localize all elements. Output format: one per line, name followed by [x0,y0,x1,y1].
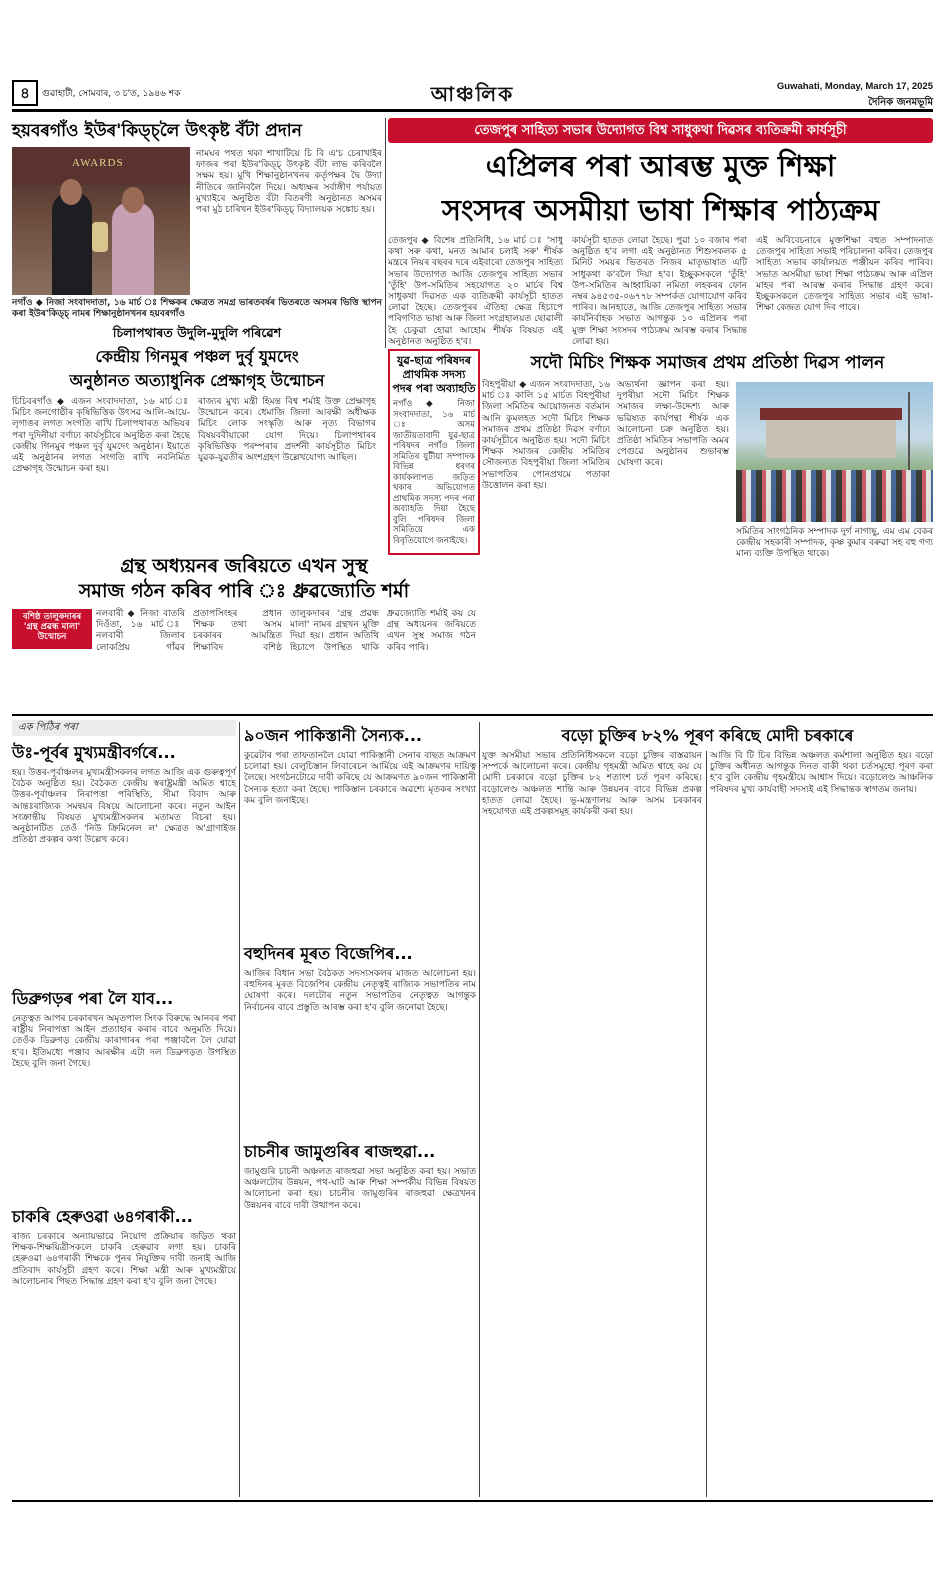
banner-col3: এই অবিবেচনাৰে মুক্তশিক্ষা বহুত সম্পাদনাত তেজপুৰ সাহিত্য সভাই পৰিচালনা কৰিব। তেজপুৰ সাহিত্য সভাৰ কাৰ্যালয়ত পঞ্জীয়ন কৰিব পাৰিব। সভাত অসমীয়া ভাষা শিক্ষা পাঠ্যক্ৰম আৰু এপ্ৰিল মাহৰ পৰা আৰম্ভ কৰাৰ সিদ্ধান্ত গ্ৰহণ কৰে। ইচ্ছুকসকলে তেজপুৰ সাহিত্য সভাৰ এই ভাষা-শিক্ষা কেন্দ্ৰত যোগ দিব পাৰে। [756,236,933,314]
award-person-man [52,192,92,295]
photo-crowd [736,470,933,522]
col-divider-1 [239,722,240,1497]
cont-s7-col2: আজি বি টি চিৰ বিভিন্ন অঞ্চলত কৰ্মশালা অনুষ্ঠিত হয়। বড়ো চুক্তিৰ অধীনত আগন্তুক দিনত বাকী থকা চৰ্তসমূহো পূৰণ কৰা হ'ব বুলি কেন্দ্ৰীয় গৃহমন্ত্ৰীয়ে আশ্বাস দিয়ে। বড়োলেণ্ড আঞ্চলিক পৰিষদৰ মুখ্য কাৰ্যবাহী সদস্যই এই সিদ্ধান্তক স্বাগতম জনায়। [710,751,933,795]
mid-rule [12,714,933,716]
cont-s3-head: চাকৰি হেৰুওৱা ৬৪গৰাকী... [12,1207,193,1226]
cont-s6-head: চাচনীৰ জামুগুৰিৰ ৰাজহুৱা... [244,1142,436,1161]
cont-s7-head: বড়ো চুক্তিৰ ৮২% পূৰণ কৰিছে মোদী চৰকাৰে [561,726,854,745]
cont-s2-head: ডিব্ৰুগড়ৰ পৰা লৈ যাব... [12,989,174,1008]
cont-s2-body: নেতৃত্বত আপৰ চৰকাৰখন অমৃতপাল সিংক বিৰুদ্ধে আনবৰ পৰা ৰাষ্ট্ৰীয় নিৰাপত্তা আইন প্ৰত্যাহাৰ কৰাৰ বাবে অনুমতি দিয়ে। তেওঁক ডিব্ৰুগড় কেন্দ্ৰীয় কাৰাগাৰৰ পৰা পঞ্জাবলৈ লৈ যোৱা হ'ব। ইতিমধ্যে পঞ্জাব আৰক্ষীৰ এটা দল ডিব্ৰুগড়ত উপস্থিত হৈছে বুলি জনা গৈছে। [12,1014,236,1069]
cont-s7-col1: যুক্ত অসমীয়া সভাৰ প্ৰতিনিধিসকলে বড়ো চুক্তিৰ বাস্তৱায়ন সম্পৰ্কে আলোচনা কৰে। কেন্দ্ৰীয় গৃহমন্ত্ৰী অমিত শ্বাহে কয় যে মোদী চৰকাৰে বড়ো চুক্তিৰ ৮২ শতাংশ চৰ্ত পূৰণ কৰিছে। বড়োলেণ্ড অঞ্চলত শান্তি আৰু উন্নয়নৰ বাবে বিভিন্ন প্ৰকল্প হাতত লোৱা হৈছে। ভূ-মন্ত্ৰণালয় আৰু অসম চৰকাৰৰ সহযোগত এই প্ৰকল্পসমূহ কাৰ্যকৰী কৰা হয়। [482,751,702,818]
award-person-woman-head [122,187,144,213]
photo-building [766,418,896,458]
award-photo [12,147,190,295]
masthead [12,80,933,114]
paper-name: দৈনিক জনমভূমি [868,97,933,108]
award-subhead: চিলাপথাৰত উদুলি-মুদুলি পৰিৱেশ [112,325,282,340]
youth-box-title: যুৱ-ছাত্ৰ পৰিষদৰ প্ৰাথমিক সদস্য পদৰ পৰা অব্যাহতি [392,354,476,395]
award-person-woman [112,202,154,295]
award-trophy [92,222,108,252]
dhruba-body: নলবাৰী ◆ নিজা বাতৰি দিওঁতা, ১৬ মাৰ্চ ঃ নলবাৰী জিলাৰ লোকপ্ৰিয় গাঁৱৰ প্ৰতাপসিংহৰ প্ৰধান শিক্ষক তথা অসম চৰকাৰৰ আমন্ত্ৰিত শিক্ষাবিদ বশিষ্ঠ তালুকদাৰৰ 'গ্ৰন্থ প্ৰৱন্ধ মালা' নামৰ গ্ৰন্থখন মুক্তি দিয়া হয়। প্ৰধান অতিথি হিচাপে উপস্থিত থাকি ধ্ৰুৱজ্যোতি শৰ্মাই কয় যে গ্ৰন্থ অধ্যয়নৰ জৰিয়তে এখন সুস্থ সমাজ গঠন কৰিব পাৰি। [96,609,476,653]
cont-s4-head: ৯০জন পাকিস্তানী সৈন্যক... [244,726,422,745]
bishnupur-col1: বিহপুৰীয়া ◆ এজন সংবাদদাতা, ১৬ মাৰ্চ ঃ কালি ১৫ মাৰ্চত বিহপুৰীয়া জিলা সমিতিৰ আয়োজনত বৰ্তমান আনি কুমলহত সদৌ মিচিং শিক্ষক সমাজৰ প্ৰথম প্ৰতিষ্ঠা দিৱস বৰ্ণাঢ্য কাৰ্যসূচীৰে অনুষ্ঠিত হয়। সদৌ মিচিং শিক্ষক সমাজৰ কেন্দ্ৰীয় সমিতিৰ সৌজন্যত বিহপুৰীয়া জিলা সমিতিৰ সভাপতিৰ পোনপ্ৰথমে পতাকা উত্তোলন কৰা হয়। [482,380,610,491]
cont-s3-body: ৰাজ্য চৰকাৰে অন্যায়ভাৱে নিয়োগ প্ৰক্ৰিয়াৰ জড়িত থকা শিক্ষক-শিক্ষয়িত্ৰীসকলে চাকৰি হেৰুৱাব লগা হয়। চাকৰি হেৰুওৱা ৬৪গৰাকী শিক্ষকে পুনৰ নিযুক্তিৰ দাবী জনাই আজি প্ৰতিবাদ কাৰ্যসূচী গ্ৰহণ কৰে। শিক্ষা মন্ত্ৰী আৰু মুখ্যমন্ত্ৰীয়ে আলোচনাৰ পিছত সিদ্ধান্ত গ্ৰহণ কৰা হ'ব বুলি জনা গৈছে। [12,1232,236,1287]
masthead-date-right: Guwahati, Monday, March 17, 2025 [776,81,933,92]
page-number: ৪ [12,80,38,106]
col-divider-3 [706,751,707,1497]
dhruba-boxlabel-text: বশিষ্ঠ তালুকদাৰৰ 'গ্ৰন্থ প্ৰৱন্ধ মালা' উন্মোচন [22,612,82,642]
bishnupur-col2: অভ্যৰ্থনা জ্ঞাপন কৰা হয়। দুপৰীয়া সদৌ মিচিং শিক্ষক সমাজৰ লক্ষ্য-উদ্দেশ্য আৰু ভৱিষ্যত কাৰ্যপন্থা শীৰ্ষক এক আলোচনা চক্ৰ অনুষ্ঠিত হয়। প্ৰতিষ্ঠা সমিতিৰ সভাপতি অমৰ পেগুৱে অনুষ্ঠানৰ শুভাৰম্ভ ঘোষণা কৰে। [617,380,729,469]
masthead-rule [12,109,933,112]
cont-s5-head: বহুদিনৰ মূৰত বিজেপিৰ... [244,944,413,963]
photo-flagpole [908,392,910,472]
cont-s1-head: উঃ-পূৰ্বৰ মুখ্যমন্ত্ৰীবৰ্গৰে... [12,743,176,762]
banner-headline-1: এপ্ৰিলৰ পৰা আৰম্ভ মুক্ত শিক্ষা [485,149,836,183]
continued-label: এক পিঠিৰ পৰা [18,722,78,733]
banner-kicker [388,118,933,143]
col-divider-top [385,118,386,348]
cont-s5-body: আজিৰ বিধান সভা বৈঠকত সদস্যসকলৰ মাজত আলোচনা হয়। বহুদিনৰ মূৰত বিজেপিৰ কেন্দ্ৰীয় নেতৃত্বই ৰাজ্যিক সভাপতিৰ নাম ঘোষণা কৰে। দলটোৰ নতুন সভাপতিৰ নেতৃত্বত আগন্তুক নিৰ্বাচনৰ বাবে প্ৰস্তুতি আৰম্ভ কৰা হ'ব বুলি জনোৱা হৈছে। [244,969,476,1013]
dhruba-headline-2: সমাজ গঠন কৰিব পাৰি ঃ ধ্ৰুৱজ্যোতি শৰ্মা [78,580,410,602]
ghinamur-headline-2: অনুষ্ঠানত অত্যাধুনিক প্ৰেক্ষাগৃহ উন্মোচন [69,371,325,390]
award-caption: নগাঁও ◆ নিজা সংবাদদাতা, ১৬ মাৰ্চ ঃ শিক্ষকৰ ক্ষেত্ৰত সমগ্ৰ ভাৰতবৰ্ষৰ ভিতৰতে অসমৰ ভিত্তি স্থাপন কৰা ইউৰ'কিড্‌চ্‌ নামৰ শিক্ষানুষ্ঠানখনৰ হয়বৰগাঁও [12,298,382,320]
ghinamur-col1: চিচিবৰগাঁও ◆ এজন সংবাদদাতা, ১৬ মাৰ্চ ঃ মিচিং জনগোষ্ঠীৰ কৃষিভিত্তিক উৎসৱ আলি-আয়ে-লৃগাঙৰ লগত সংগতি ৰাখি চিলাপথাৰত অভিযৰ পৰা দুদিনীয়া বৰ্ণাঢ্য কাৰ্যসূচীৰে অনুষ্ঠিত কৰা হৈছে কেন্দ্ৰীয় গিনমুৰ পঞ্চল দুৰ্বৃ যুমদেং অনুষ্ঠান। ইয়াতে এই অনুষ্ঠানৰ লগত সংগতি ৰাখি নবনিৰ্মিত প্ৰেক্ষাগৃহ উন্মোচন কৰা হয়। [12,397,190,475]
bishnupur-headline: সদৌ মিচিং শিক্ষক সমাজৰ প্ৰথম প্ৰতিষ্ঠা দিৱস পালন [530,353,885,373]
youth-box-body: নগাঁও ◆ নিজা সংবাদদাতা, ১৬ মাৰ্চ ঃ অসম জাতীয়তাবাদী যুৱ-ছাত্ৰ পৰিষদৰ নগাঁও জিলা সমিতিৰ যুটীয়া সম্পাদক বিভিন্ন ধৰণৰ কাৰ্যকলাপত জড়িত থকাৰ অভিযোগত প্ৰাথমিক সদস্য পদৰ পৰা অব্যাহতি দিয়া হৈছে বুলি পৰিষদৰ জিলা সমিতিয়ে এক বিবৃতিযোগে জনাইছে। [393,399,475,546]
continued-label-bar [12,720,236,736]
youth-box [388,349,480,555]
dhruba-boxlabel [12,609,92,649]
bishnupur-photo [736,382,933,522]
bottom-rule [12,1500,933,1502]
dhruba-headline-1: গ্ৰন্থ অধ্যয়নৰ জৰিয়তে এখন সুস্থ [120,555,368,577]
banner-col2: কাৰ্যসূচী হাতত লোৱা হৈছে। পুৱা ১০ বজাৰ পৰা অনুষ্ঠিত হ'ব লগা এই অনুষ্ঠানত শিশুসকলক ৫ মিনিট সময়ৰ ভিতৰত নিজৰ মাতৃভাষাত এটি সাধুকথা ক'বলৈ দিয়া হ'ব। ইচ্ছুকসকলে 'তুঁহি' উপ-সমিতিৰ আহ্বায়িকা নমিতা লহকৰৰ ফোন নম্বৰ ৯৪৫৩৫-০৬৭৭৮ সম্পৰ্কত যোগাযোগ কৰিব পাৰিব। আনহাতে, আজি তেজপুৰ সাহিত্য সভাৰ কাৰ্যনিৰ্বাহক সভাত আগন্তুক ১০ এপ্ৰিলৰ পৰা মুক্ত শিক্ষা সংসদৰ পাঠ্যক্ৰম আৰম্ভ কৰাৰ সিদ্ধান্ত লোৱা হয়। [572,236,747,347]
banner-col1: তেজপুৰ ◆ বিশেষ প্ৰতিনিধি, ১৬ মাৰ্চ ঃ 'সাধু কথা সৰু কথা, মনত আমাৰ চলাই সৰু' শীৰ্ষক মন্ত্ৰৰে নিয়ৰ বছৰৰ দৰে এইবাৰো তেজপুৰ সাহিত্য সভাৰ উদ্যোগত আজি তেজপুৰ সাহিত্য সভাৰ 'তুঁহি' উপ-সমিতিৰ সহযোগত ২০ মাৰ্চৰ বিশ্ব সাধুকথা দিৱসত এক ব্যতিক্ৰমী কাৰ্যসূচী হাতত লোৱা হৈছে। তেজপুৰৰ ঐতিহ্য ক্ষেত্ৰ হিচাপে পৰিগণিত ভাষা আৰু জিলা সংগ্ৰহালয়ত ছোৱালী হৈ চেকুৱা হোৱা আহোম শীৰ্ষক বিষয়ত এই অনুষ্ঠানত অনুষ্ঠিত হ'ব। [388,236,563,347]
award-photo-label: AWARDS [72,157,124,169]
banner-headline-2: সংসদৰ অসমীয়া ভাষা শিক্ষাৰ পাঠ্যক্ৰম [441,193,880,227]
cont-s4-body: কুৱেটাৰ পৰা তাফতানলৈ যোৱা পাকিস্তানী সেনাৰ বাছত আক্ৰমণ চলোৱা হয়। বেলুচিস্তান লিবাৰেচন আৰ্মিয়ে এই আক্ৰমণৰ দায়িত্ব লৈছে। সংগঠনটোৱে দাবী কৰিছে যে আক্ৰমণত ৯০জন পাকিস্তানী সৈন্যক হত্যা কৰা হৈছে। পাকিস্তান চৰকাৰে অৱশ্যে মৃতকৰ সংখ্যা কম বুলি জনাইছে। [244,751,476,806]
award-body: নামঘৰ পথত থকা শাখাটিয়ে চি বি এ'চ চেৰাখাইৰ ফাজৰ পৰা ইউৰ'কিড্‌চ্‌ উৎকৃষ্ট বঁটা লাভ কৰিবলৈ সক্ষম হয়। মুখি শিক্ষানুষ্ঠানখনৰ কৰ্তৃপক্ষৰ দ্বৈ উদ্যা নীতিৰে জানিবলৈ দিয়ে। অধ্যক্ষৰ সৰ্বাঙ্গীণ পৰ্যায়ত মুখ্যাইৰে অনুষ্ঠিত বঁটা বিতৰণী অনুষ্ঠানত অসমৰ পৰা মুঠ চাৰিখন ইউৰ'কিড্‌চ্‌ বিদ্যালয়ক সঙ্কোচ হয়। [196,149,382,216]
bishnupur-col3: সমিতিৰ সাংগঠনিক সম্পাদক দুৰ্গ নাগাছু, এম এম বেকৰ কেন্দ্ৰীয় সহকাৰী সম্পাদক, কৃষ্ণ কুমাৰ বৰুৱা সহ বহু গণ্য মান্য ব্যক্তি উপস্থিত থাকে। [736,527,933,560]
ghinamur-headline-1: কেন্দ্ৰীয় গিনমুৰ পঞ্চল দুৰ্বৃ যুমদেং [95,347,299,366]
cont-s6-body: জামুগুৰি চাচনী অঞ্চলত ৰাজহুৱা সভা অনুষ্ঠিত কৰা হয়। সভাত অঞ্চলটোৰ উন্নয়ন, পথ-ঘাট আৰু শিক্ষা সম্পৰ্কীয় বিভিন্ন বিষয়ত আলোচনা কৰা হয়। চাচনীৰ জামুগুৰিৰ ৰাজহুৱা ক্ষেত্ৰখনৰ উন্নয়নৰ বাবে দাবী উত্থাপন কৰে। [244,1167,476,1211]
award-headline: হয়বৰগাঁও ইউৰ'কিড্‌চ্‌লৈ উৎকৃষ্ট বঁটা প্ৰদান [12,121,302,141]
col-divider-2 [479,722,480,1497]
banner-kicker-text: তেজপুৰ সাহিত্য সভাৰ উদ্যোগত বিশ্ব সাধুকথা দিৱসৰ ব্যতিক্ৰমী কাৰ্যসূচী [474,123,847,138]
cont-s1-body: হয়। উত্তৰ-পূৰ্বাঞ্চলৰ মুখ্যমন্ত্ৰীসকলৰ লগত আজি এক গুৰুত্বপূৰ্ণ বৈঠক অনুষ্ঠিত হয়। বৈঠকত কেন্দ্ৰীয় স্বৰাষ্ট্ৰমন্ত্ৰী অমিত শ্বাহে উত্তৰ-পূৰ্বাঞ্চলৰ নিৰাপত্তা পৰিস্থিতি, সীমা বিবাদ আৰু আন্তঃৰাজ্যিক সমন্বয়ৰ বিষয়ে আলোচনা কৰে। নতুন আইন সংক্ৰান্তীয় বিষয়ত মুখ্যমন্ত্ৰীসকলৰ মতামত বিচৰা হয়। অনুষ্ঠানটিত তেওঁ 'নিউ ক্ৰিমিনেল ল' ক্ষেত্ৰত অ'গ্ৰাণাইজ প্ৰতিষ্ঠা প্ৰকল্পৰ কথা উল্লেখ কৰে। [12,768,236,846]
award-person-man-head [60,179,82,205]
ghinamur-col2: ৰাজ্যৰ মুখ্য মন্ত্ৰী হিমন্ত বিশ্ব শৰ্মাই উক্ত প্ৰেক্ষাগৃহ উন্মোচন কৰে। ধেমাজি জিলা আৰক্ষী অধীক্ষক মিচিং লোক সংস্কৃতি আৰু নৃত্য বিভাগৰ বিষয়ববীয়াকো যোগ দিয়ে। চিলাপথাৰৰ কৃষিভিত্তিক পৰম্পৰাৰ প্ৰদৰ্শনী কাৰ্যসূচীত মিচিং যুৱক-যুৱতীৰ অংশগ্ৰহণ উল্লেখযোগ্য আছিল। [198,397,376,464]
masthead-date-left: গুৱাহাটী, সোমবাৰ, ৩ চ'ত, ১৯৪৬ শক [42,89,181,99]
section-title: আঞ্চলিক [430,82,515,106]
photo-roof [760,408,902,420]
